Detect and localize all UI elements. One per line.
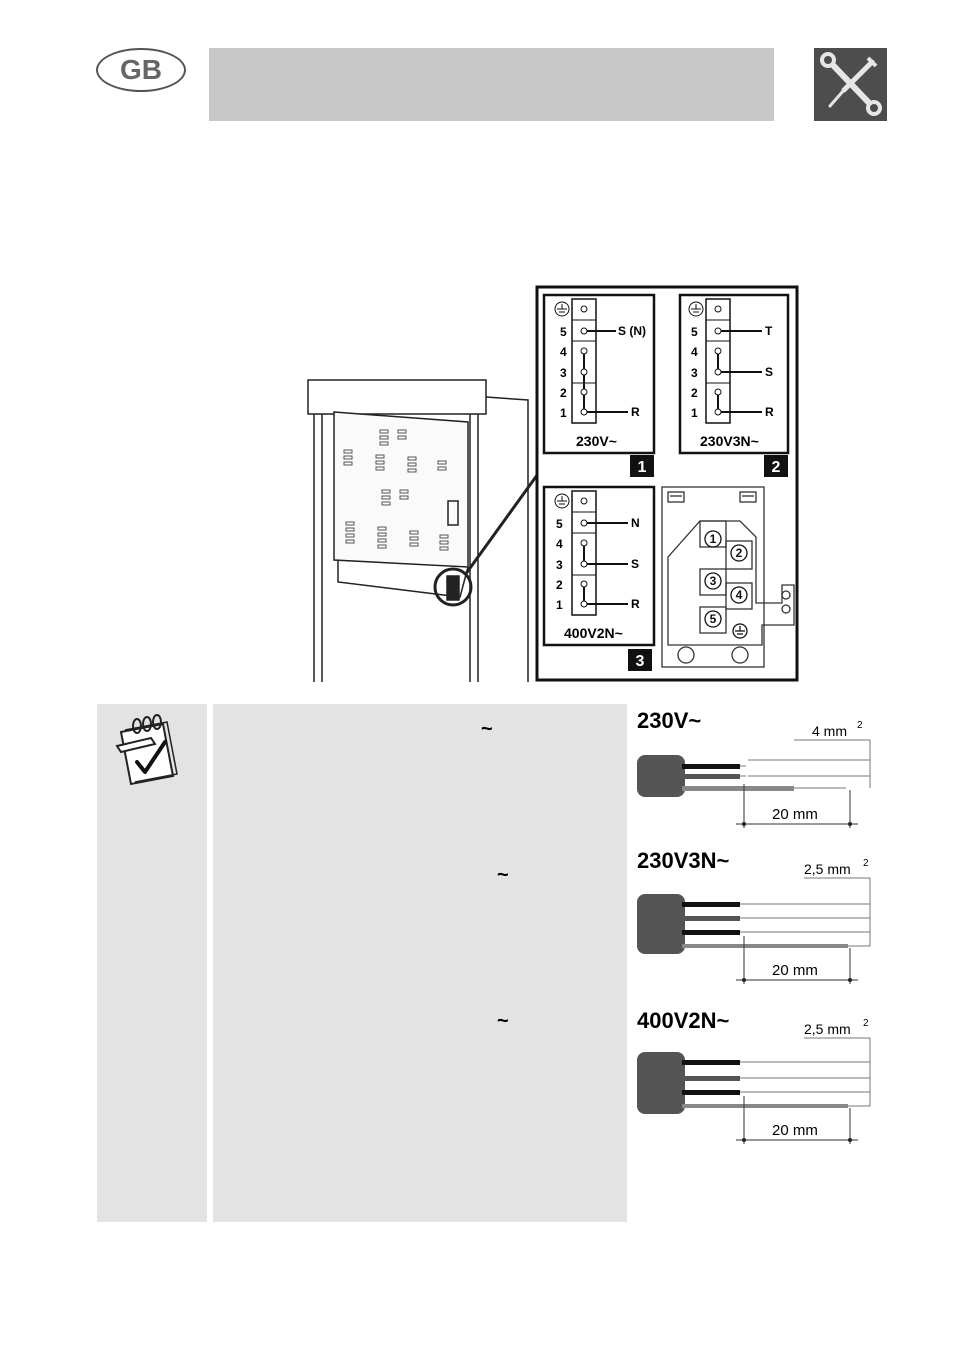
wire-label: R [631,597,640,611]
strip-length: 20 mm [772,806,818,823]
panel-number: 1 [637,459,647,476]
tilde-mark: ~ [497,864,509,886]
note-panel [213,704,627,1222]
strip-length: 20 mm [772,1122,818,1139]
wiring-figure [300,285,800,682]
cable-diagram-230v [637,708,870,828]
wire-section: 4 mm [812,723,847,739]
board-terminal-number: 3 [709,574,717,588]
terminal-label: 4 [691,345,698,359]
panel-number: 3 [635,653,645,670]
terminal-label: 3 [556,558,563,572]
terminal-label: 5 [556,517,563,531]
board-terminal-number: 2 [735,546,743,560]
terminal-label: 2 [556,578,563,592]
terminal-label: 1 [560,406,567,420]
cable-voltage: 400V2N~ [637,1008,730,1033]
wire-label: R [765,405,774,419]
terminal-label: 3 [560,366,567,380]
wire-section-exponent: 2 [863,1018,869,1029]
appliance-back-view [308,380,548,682]
language-code: GB [120,54,162,85]
header-bar [209,48,774,121]
wire-label: T [765,324,773,338]
wire-label: R [631,405,640,419]
board-terminal-number: 4 [735,588,743,602]
cable-diagram-400v2n [637,1008,870,1144]
wire-section-exponent: 2 [857,720,863,731]
terminal-label: 3 [691,366,698,380]
panel-voltage: 230V3N~ [700,433,759,449]
terminal-label: 2 [691,386,698,400]
cable-strip-diagrams [632,700,882,1160]
board-terminal-number: 5 [709,612,717,626]
terminal-label: 4 [556,537,563,551]
wire-section: 2,5 mm [804,861,851,877]
cable-diagram-230v3n [637,848,870,984]
terminal-label: 1 [691,406,698,420]
wire-label: N [631,516,640,530]
wire-label: S [631,557,640,571]
terminal-label: 1 [556,598,563,612]
cable-voltage: 230V~ [637,708,702,733]
terminal-label: 5 [691,325,698,339]
terminal-label: 2 [560,386,567,400]
screwdriver-wrench-icon [814,48,887,121]
wire-label: S (N) [618,324,646,338]
wire-section: 2,5 mm [804,1021,851,1037]
cable-voltage: 230V3N~ [637,848,730,873]
language-badge [96,48,186,92]
panel-voltage: 230V~ [576,433,617,449]
board-terminal-number: 1 [709,532,717,546]
tilde-mark: ~ [497,1010,509,1032]
tilde-mark: ~ [481,718,493,740]
wire-section-exponent: 2 [863,858,869,869]
panel-number: 2 [771,459,781,476]
wire-label: S [765,365,774,379]
panel-voltage: 400V2N~ [564,625,623,641]
notepad-check-icon [111,712,189,788]
terminal-label: 5 [560,325,567,339]
strip-length: 20 mm [772,962,818,979]
terminal-label: 4 [560,345,567,359]
